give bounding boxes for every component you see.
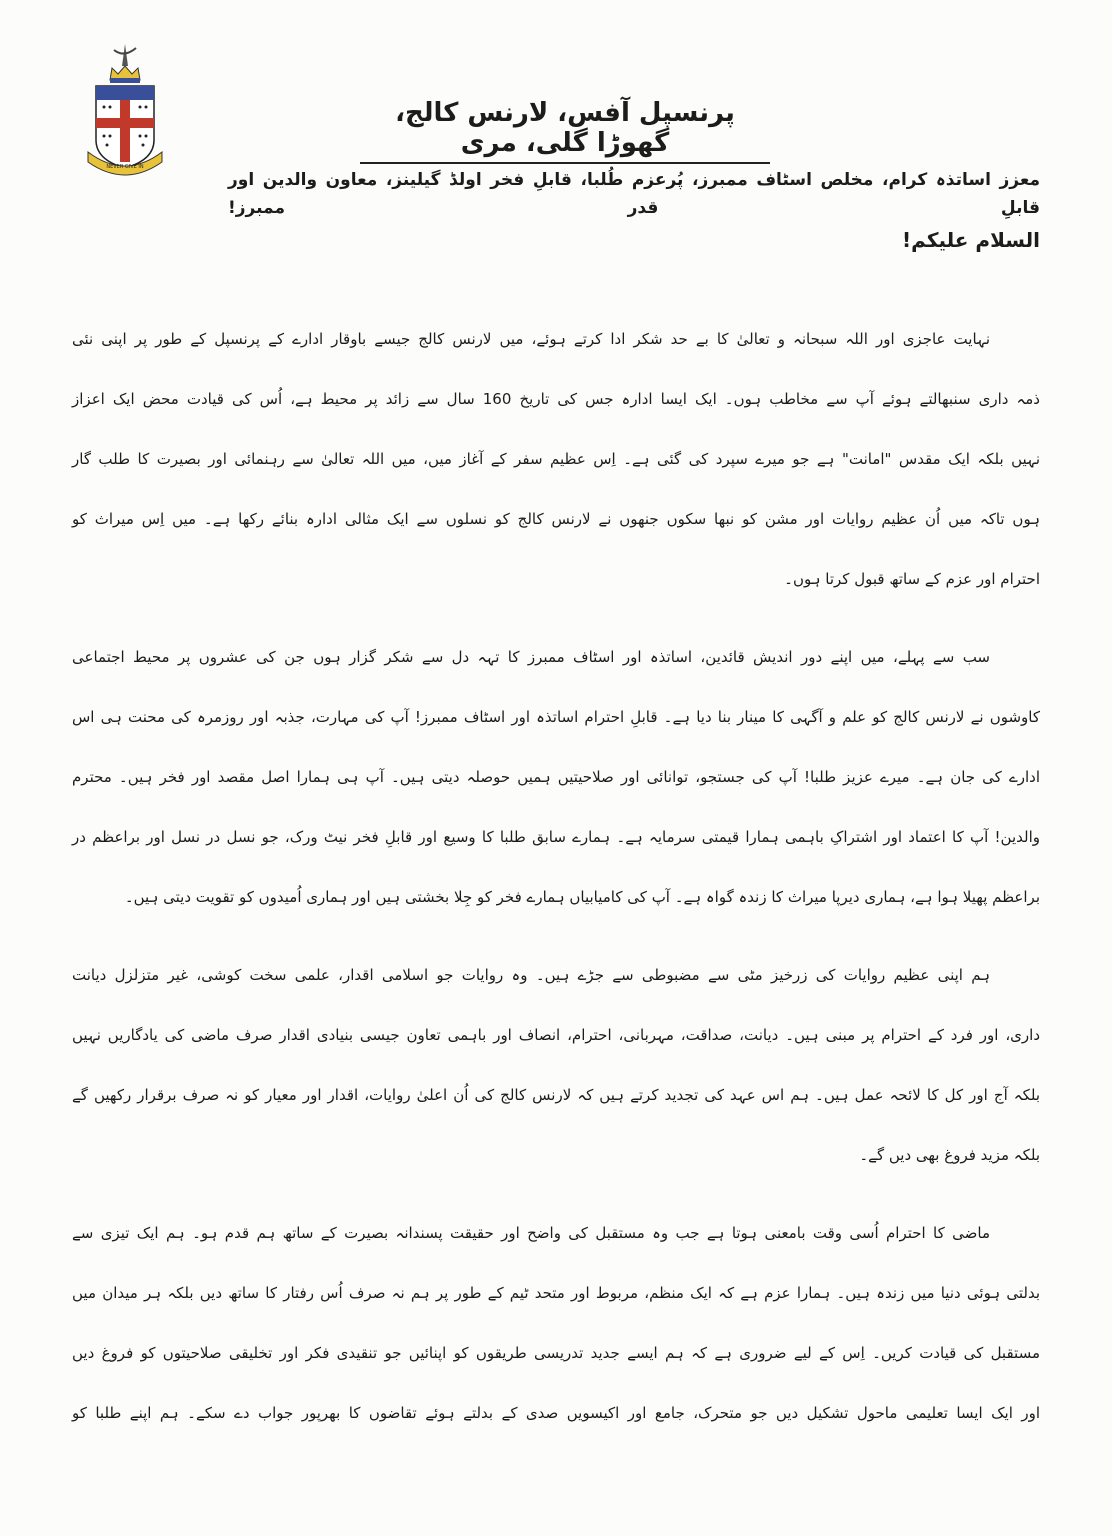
paragraph-4-line: بدلتی ہوئی دنیا میں زندہ ہیں۔ ہمارا عزم ہے کہ ایک منظم، مربوط اور متحد ٹیم کے طور پر ہم نہ صرف اُس رفتار کا ساتھ دیں بلکہ ہر میدان میں bbox=[72, 1284, 1040, 1302]
paragraph-2-line: کاوشوں نے لارنس کالج کو علم و آگہی کا مینار بنا دیا ہے۔ قابلِ احترام اساتذہ اور اسٹاف ممبرز! آپ کی مہارت، جذبہ اور روزمرہ کی محنت ہی اس bbox=[72, 708, 1040, 726]
paragraph-3-line: داری، اور فرد کے احترام پر مبنی ہیں۔ دیانت، صداقت، مہربانی، احترام، انصاف اور باہمی تعاون جیسی بنیادی اقدار صرف ماضی کی یادگاریں نہیں bbox=[72, 1026, 1040, 1044]
paragraph-2 bbox=[72, 644, 1040, 944]
paragraph-1-line: نہیں بلکہ ایک مقدس "امانت" ہے جو میرے سپرد کی گئی ہے۔ اِس عظیم سفر کے آغاز میں، میں اللہ تعالیٰ سے رہنمائی اور بصیرت کا طلب گار bbox=[72, 450, 1040, 468]
crest-motto: NEVER GIVE IN bbox=[106, 164, 144, 170]
paragraph-1-line: ذمہ داری سنبھالتے ہوئے آپ سے مخاطب ہوں۔ ایک ایسا ادارہ جس کی تاریخ 160 سال سے زائد پر محیط ہے، اُس کی قیادت محض ایک اعزاز bbox=[72, 390, 1040, 408]
paragraph-1 bbox=[72, 326, 1040, 626]
paragraph-4-line: مستقبل کی قیادت کریں۔ اِس کے لیے ضروری ہے کہ ہم ایسے جدید تدریسی طریقوں کو اپنائیں جو تنقیدی فکر اور تخلیقی صلاحیتوں کو فروغ دیں bbox=[72, 1344, 1040, 1362]
paragraph-3 bbox=[72, 962, 1040, 1202]
crest-plume bbox=[114, 44, 136, 66]
greeting: السلام علیکم! bbox=[902, 228, 1040, 252]
paragraph-4-line: ماضی کا احترام اُسی وقت بامعنی ہوتا ہے جب وہ مستقبل کی واضح اور حقیقت پسندانہ بصیرت کے ساتھ ہم قدم ہو۔ ہم ایک تیزی سے bbox=[72, 1224, 990, 1242]
paragraph-1-line: احترام اور عزم کے ساتھ قبول کرتا ہوں۔ bbox=[784, 570, 1040, 588]
paragraph-2-line: والدین! آپ کا اعتماد اور اشتراکِ باہمی ہمارا قیمتی سرمایہ ہے۔ ہمارے سابق طلبا کا وسیع اور قابلِ فخر نیٹ ورک، جو نسل در نسل اور براعظم در bbox=[72, 828, 1040, 846]
paragraph-4-line: اور ایک ایسا تعلیمی ماحول تشکیل دیں جو متحرک، جامع اور اکیسویں صدی کے بدلتے ہوئے تقاضوں کا بھرپور جواب دے سکے۔ ہم اپنے طلبا کو bbox=[72, 1404, 1040, 1422]
paragraph-4 bbox=[72, 1220, 1040, 1460]
paragraph-2-line: ادارے کی جان ہے۔ میرے عزیز طلبا! آپ کی جستجو، توانائی اور صلاحیتیں ہمیں حوصلہ دیتی ہیں۔ آپ ہی ہمارا اصل مقصد اور فخر ہیں۔ محترم bbox=[72, 768, 1040, 786]
crest-crown bbox=[110, 66, 140, 80]
paragraph-3-line: بلکہ مزید فروغ بھی دیں گے۔ bbox=[859, 1146, 1040, 1164]
paragraph-3-line: ہم اپنی عظیم روایات کی زرخیز مٹی سے مضبوطی سے جڑے ہیں۔ وہ روایات جو اسلامی اقدار، علمی سخت کوشی، غیر متزلزل دیانت bbox=[72, 966, 990, 984]
letter-body bbox=[72, 326, 1040, 1478]
paragraph-2-line: براعظم پھیلا ہوا ہے، ہماری دیرپا میراث کا زندہ گواہ ہے۔ آپ کی کامیابیاں ہمارے فخر کو جِلا بخشتی ہیں اور ہماری اُمیدوں کو تقویت دیتی ہیں۔ bbox=[124, 888, 1040, 906]
paragraph-1-line: ہوں تاکہ میں اُن عظیم روایات اور مشن کو نبھا سکوں جنھوں نے لارنس کالج کو نسلوں سے ایک مثالی ادارہ بنائے رکھا ہے۔ میں اِس میراث کو bbox=[72, 510, 1040, 528]
paragraph-3-line: بلکہ آج اور کل کا لائحہ عمل ہیں۔ ہم اس عہد کی تجدید کرتے ہیں کہ لارنس کالج کی اُن اعلیٰ روایات، اقدار اور معیار کو نہ صرف برقرار رکھیں گے bbox=[72, 1086, 1040, 1104]
title-text: پرنسپل آفس، لارنس کالج، گھوڑا گلی، مری bbox=[360, 98, 770, 164]
college-crest-logo bbox=[84, 40, 166, 180]
paragraph-2-line: سب سے پہلے، میں اپنے دور اندیش قائدین، اساتذہ اور اسٹاف ممبرز کا تہہ دل سے شکر گزار ہوں جن کی عشروں پر محیط اجتماعی bbox=[72, 648, 990, 666]
salutation: معزز اساتذہ کرام، مخلص اسٹاف ممبرز، پُرعزم طُلبا، قابلِ فخر اولڈ گیلینز، معاون والدین اور قابلِ قدر ممبرز! bbox=[228, 170, 1040, 218]
paragraph-1-line: نہایت عاجزی اور اللہ سبحانہ و تعالیٰ کا بے حد شکر ادا کرتے ہوئے، میں لارنس کالج جیسے باوقار ادارے کے پرنسپل کے طور پر اپنی نئی bbox=[72, 330, 990, 348]
page-title bbox=[360, 98, 770, 164]
